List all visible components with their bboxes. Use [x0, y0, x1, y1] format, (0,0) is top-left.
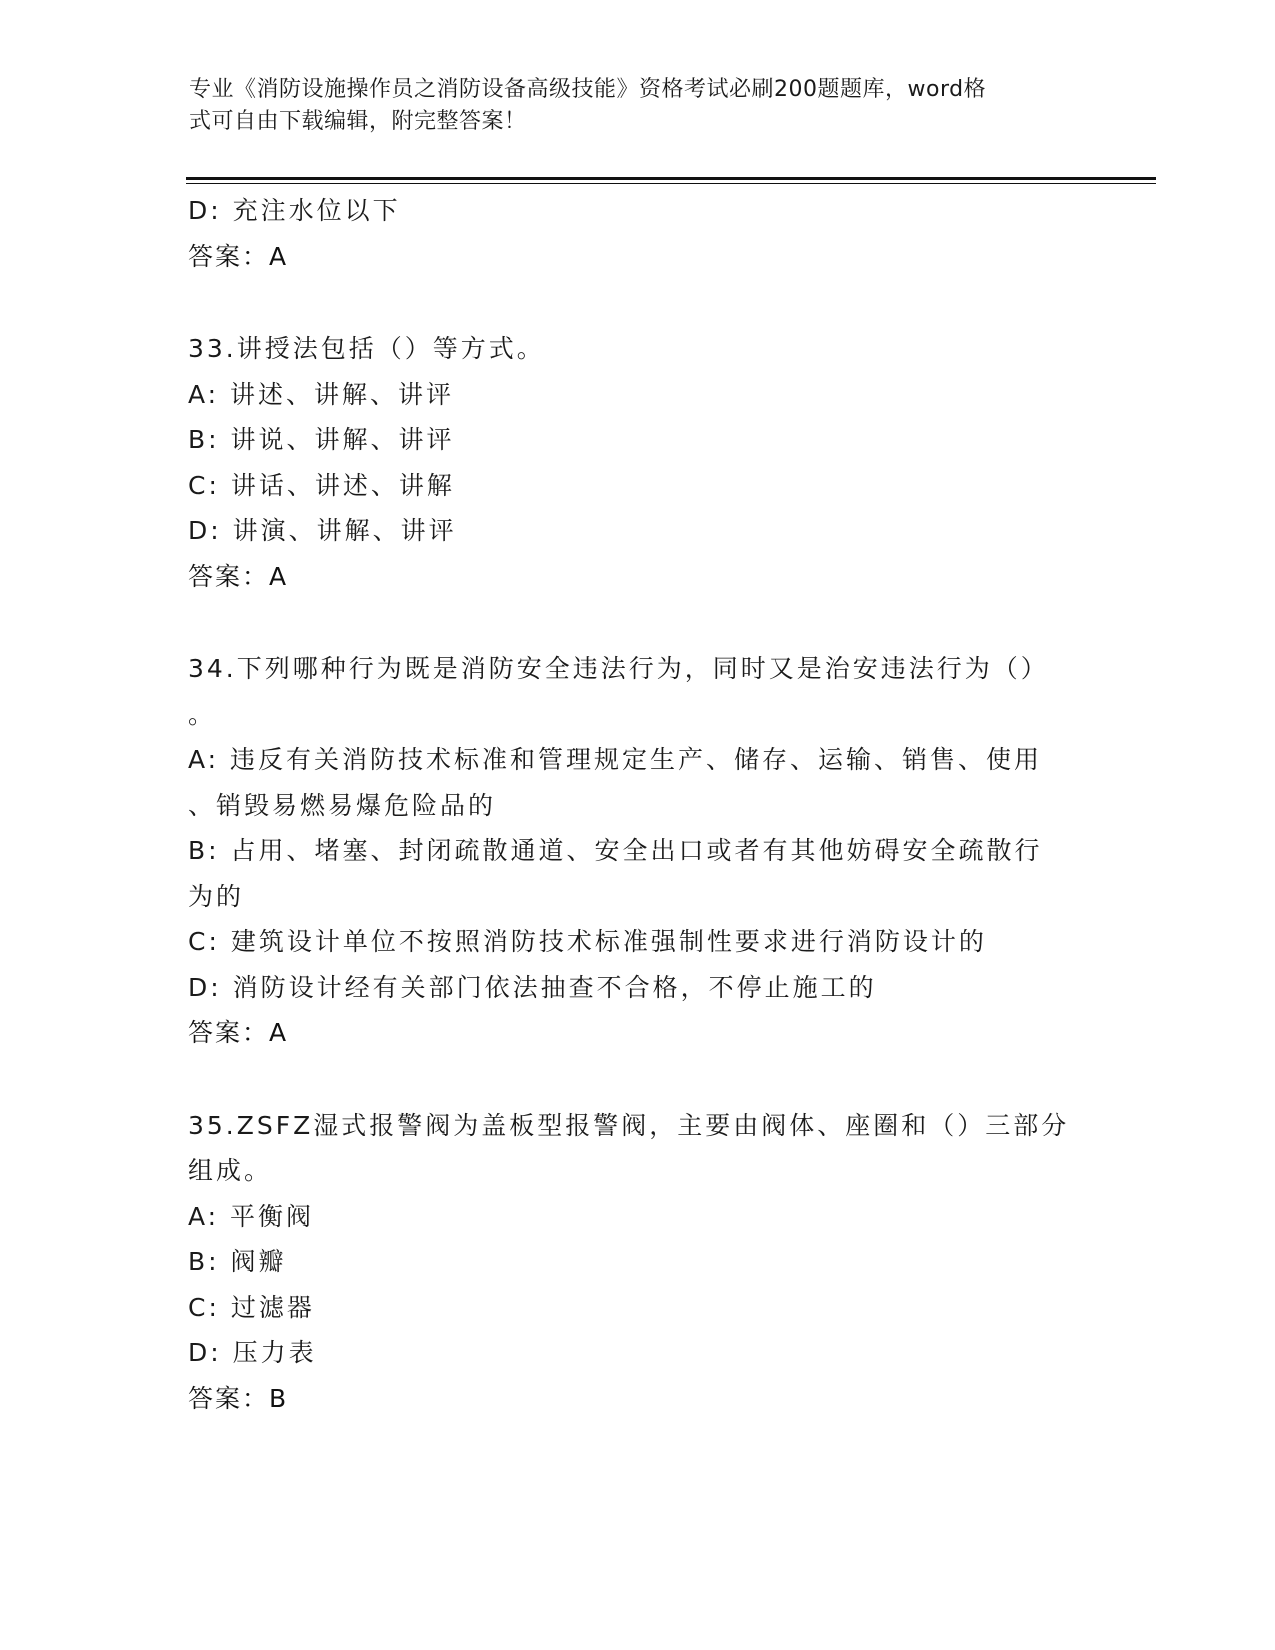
document-header [189, 74, 1089, 138]
option-a: A: 平衡阀 [188, 1201, 315, 1231]
option-a-continued: 、销毁易燃易爆危险品的 [188, 790, 497, 820]
option-d: D: 充注水位以下 [188, 196, 401, 225]
carryover-block [188, 188, 1088, 279]
option-c: C: 过滤器 [188, 1292, 315, 1322]
option-b: B: 讲说、讲解、讲评 [188, 425, 455, 454]
answer-line: 答案：B [188, 1383, 289, 1413]
spacer [188, 599, 1088, 646]
option-d: D: 消防设计经有关部门依法抽查不合格，不停止施工的 [188, 972, 877, 1002]
option-d: D: 讲演、讲解、讲评 [188, 516, 457, 545]
answer-line: 答案：A [188, 561, 289, 591]
question-list [188, 188, 1088, 1421]
option-a: A: 讲述、讲解、讲评 [188, 379, 455, 409]
question-stem: 34.下列哪种行为既是消防安全违法行为，同时又是治安违法行为（） [188, 654, 1049, 683]
header-line-2: 式可自由下载编辑，附完整答案！ [189, 109, 527, 134]
answer-line: 答案：A [188, 241, 289, 271]
question-35 [188, 1103, 1088, 1422]
question-stem-continued: 。 [188, 699, 217, 729]
option-b: B: 占用、堵塞、封闭疏散通道、安全出口或者有其他妨碍安全疏散行 [188, 836, 1043, 865]
spacer [188, 279, 1088, 326]
question-stem-continued: 组成。 [188, 1156, 273, 1185]
header-divider [186, 177, 1156, 184]
answer-line: 答案：A [188, 1018, 289, 1047]
question-34 [188, 646, 1088, 1056]
option-b-continued: 为的 [188, 881, 245, 911]
question-33 [188, 326, 1088, 599]
option-c: C: 建筑设计单位不按照消防技术标准强制性要求进行消防设计的 [188, 927, 987, 956]
option-a: A: 违反有关消防技术标准和管理规定生产、储存、运输、销售、使用 [188, 745, 1043, 774]
spacer [188, 1056, 1088, 1103]
question-stem: 33.讲授法包括（）等方式。 [188, 334, 545, 363]
option-c: C: 讲话、讲述、讲解 [188, 470, 455, 500]
header-line-1: 专业《消防设施操作员之消防设备高级技能》资格考试必刷200题题库，word格 [189, 77, 987, 102]
option-b: B: 阀瓣 [188, 1247, 287, 1276]
question-stem: 35.ZSFZ湿式报警阀为盖板型报警阀，主要由阀体、座圈和（）三部分 [188, 1110, 1070, 1140]
option-d: D: 压力表 [188, 1338, 317, 1367]
